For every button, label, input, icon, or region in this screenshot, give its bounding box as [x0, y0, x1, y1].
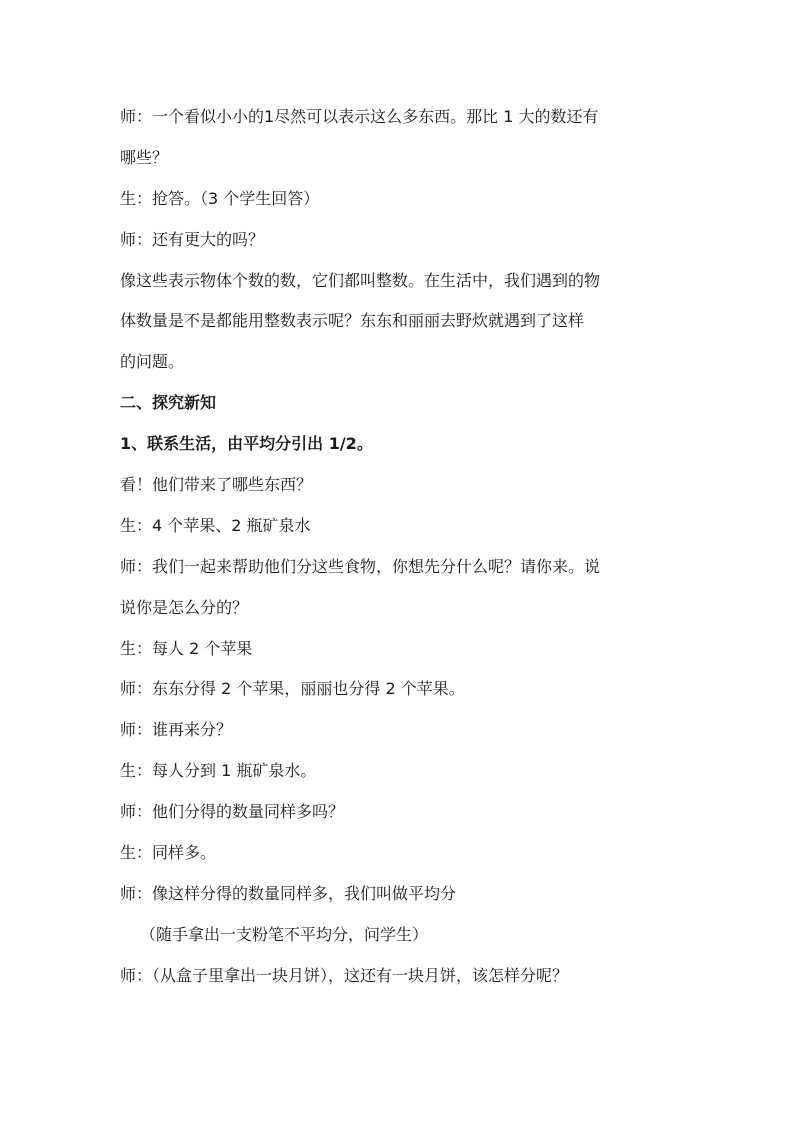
paragraph-line: 的问题。	[120, 352, 185, 372]
paragraph-line: 师：（从盒子里拿出一块月饼），这还有一块月饼，该怎样分呢？	[120, 965, 569, 985]
subsection-heading: 1、联系生活，由平均分引出 1/2。	[120, 434, 373, 454]
paragraph-line: 生：4 个苹果、2 瓶矿泉水	[120, 515, 311, 535]
paragraph-line: 师：谁再来分？	[120, 720, 233, 740]
paragraph-line: 生：每人分到 1 瓶矿泉水。	[120, 761, 317, 781]
section-heading: 二、探究新知	[120, 393, 217, 413]
paragraph-line: 师：一个看似小小的1尽然可以表示这么多东西。那比 1 大的数还有	[120, 107, 599, 126]
paragraph-line: 像这些表示物体个数的数，它们都叫整数。在生活中，我们遇到的物	[120, 270, 601, 290]
paragraph-line: 师：还有更大的吗？	[120, 229, 265, 249]
document-body	[120, 101, 680, 1001]
paragraph-line: 哪些？	[120, 147, 169, 167]
paragraph-line: 师：他们分得的数量同样多吗？	[120, 802, 345, 822]
paragraph-line: 师：我们一起来帮助他们分这些食物，你想先分什么呢？请你来。说	[120, 556, 601, 576]
paragraph-line: 生：抢答。（3 个学生回答）	[120, 188, 320, 208]
paragraph-line: 看！他们带来了哪些东西？	[120, 475, 313, 495]
paragraph-line: 体数量是不是都能用整数表示呢？东东和丽丽去野炊就遇到了这样	[120, 311, 585, 331]
stage-direction: （随手拿出一支粉笔不平均分，问学生）	[140, 924, 429, 944]
paragraph-line: 师：东东分得 2 个苹果，丽丽也分得 2 个苹果。	[120, 679, 465, 699]
paragraph-line: 说你是怎么分的？	[120, 597, 249, 617]
paragraph-line: 师：像这样分得的数量同样多，我们叫做平均分	[120, 883, 457, 903]
paragraph-line: 生：每人 2 个苹果	[120, 638, 253, 658]
paragraph-line: 生：同样多。	[120, 843, 217, 863]
